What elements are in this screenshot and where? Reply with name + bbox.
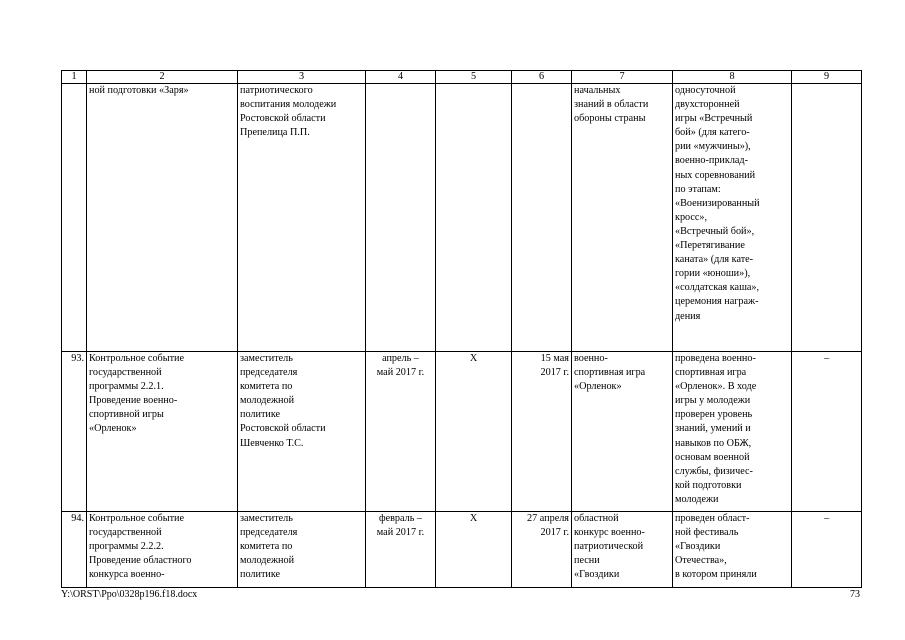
column-number: 6 xyxy=(512,71,572,84)
event-name-cell: ной подготовки «Заря» xyxy=(87,84,238,352)
column-number: 7 xyxy=(572,71,673,84)
column-number: 3 xyxy=(238,71,366,84)
responsible-cell: заместитель председателя комитета по молодежной политике xyxy=(238,512,366,588)
table-row xyxy=(62,84,862,352)
actual-date-cell: 27 апреля 2017 г. xyxy=(512,512,572,588)
mark-cell: Х xyxy=(436,512,512,588)
result-cell: военно- спортивная игра «Орленок» xyxy=(572,352,673,512)
column-number: 8 xyxy=(673,71,792,84)
column-number: 1 xyxy=(62,71,87,84)
planned-date-cell: февраль – май 2017 г. xyxy=(366,512,436,588)
notes-cell: – xyxy=(792,512,862,588)
column-number-row xyxy=(62,71,862,84)
event-name-cell: Контрольное событие государственной программы 2.2.2. Проведение областного конкурса военно- xyxy=(87,512,238,588)
row-number xyxy=(62,84,87,352)
mark-cell xyxy=(436,84,512,352)
column-number: 9 xyxy=(792,71,862,84)
document-path: Y:\ORST\Ppo\0328p196.f18.docx xyxy=(61,589,198,600)
row-number: 94. xyxy=(62,512,87,588)
column-number: 4 xyxy=(366,71,436,84)
report-table xyxy=(61,70,862,588)
column-number: 2 xyxy=(87,71,238,84)
result-cell: начальных знаний в области обороны страны xyxy=(572,84,673,352)
notes-cell: – xyxy=(792,352,862,512)
column-number: 5 xyxy=(436,71,512,84)
actual-date-cell: 15 мая 2017 г. xyxy=(512,352,572,512)
result-cell: областной конкурс военно- патриотической песни «Гвоздики xyxy=(572,512,673,588)
page-number: 73 xyxy=(850,589,860,600)
responsible-cell: патриотического воспитания молодежи Ростовской области Препелица П.П. xyxy=(238,84,366,352)
result-description-cell: проведен област- ной фестиваль «Гвоздики Отечества», в котором приняли xyxy=(673,512,792,588)
table-row xyxy=(62,512,862,588)
notes-cell xyxy=(792,84,862,352)
event-name-cell: Контрольное событие государственной программы 2.2.1. Проведение военно- спортивной игры «Орленок» xyxy=(87,352,238,512)
planned-date-cell xyxy=(366,84,436,352)
row-number: 93. xyxy=(62,352,87,512)
responsible-cell: заместитель председателя комитета по молодежной политике Ростовской области Шевченко Т.С. xyxy=(238,352,366,512)
mark-cell: Х xyxy=(436,352,512,512)
planned-date-cell: апрель – май 2017 г. xyxy=(366,352,436,512)
result-description-cell: проведена военно- спортивная игра «Орленок». В ходе игры у молодежи проверен уровень знаний, умений и навыков по ОБЖ, основам военной службы, физичес- кой подготовки молодежи xyxy=(673,352,792,512)
table-row xyxy=(62,352,862,512)
result-description-cell: односуточной двухсторонней игры «Встречный бой» (для катего- рии «мужчины»), военно-приклад- ных соревнований по этапам: «Военизированный кросс», «Встречный бой», «Перетягивание каната» (для кате- гории «юноши»), «солдатская каша», церемония награж- дения xyxy=(673,84,792,352)
actual-date-cell xyxy=(512,84,572,352)
